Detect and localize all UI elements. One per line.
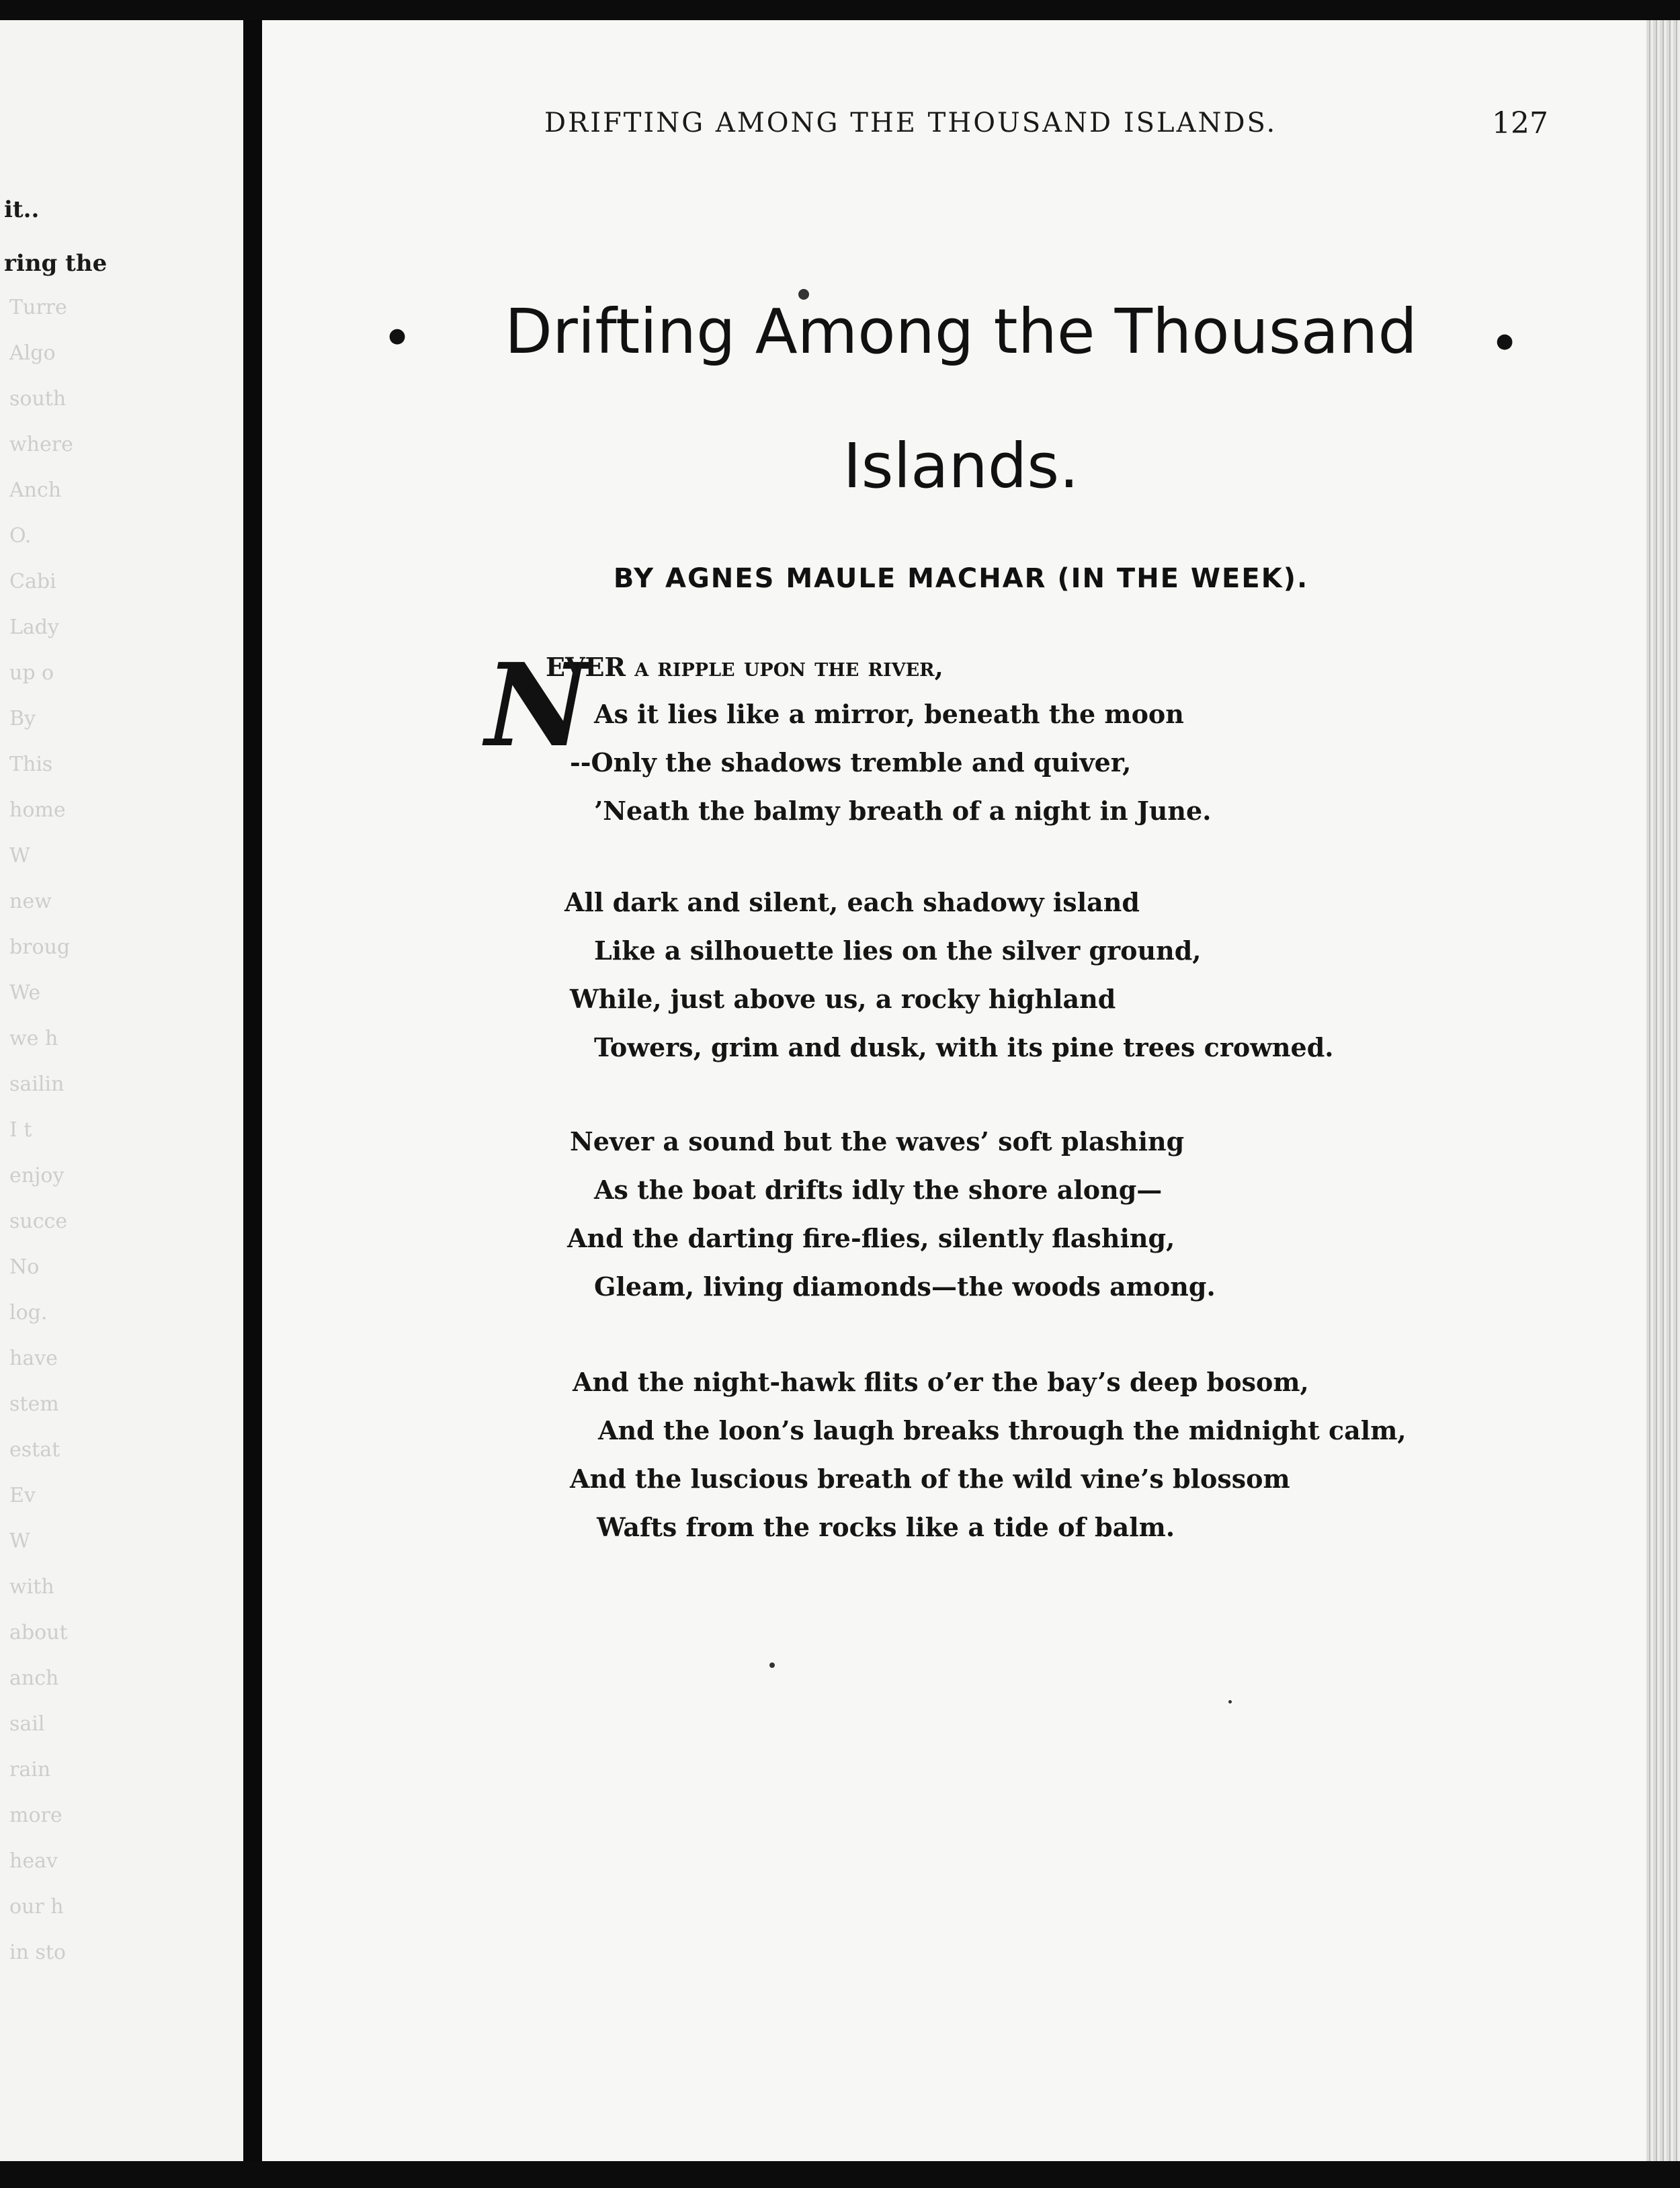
poem-line: And the luscious breath of the wild vine’s blossom <box>570 1464 1290 1494</box>
left-page-faded-word: anch <box>9 1667 59 1690</box>
left-page-faded-word: succe <box>9 1210 68 1233</box>
left-page-faded-word: with <box>9 1575 54 1599</box>
left-page-faded-word: Lady <box>9 616 59 639</box>
left-page-faded-word: Anch <box>9 478 62 502</box>
poem-line: EVER a ripple upon the river, <box>546 652 943 682</box>
facing-page-left <box>0 20 243 2161</box>
left-page-faded-word: broug <box>9 935 71 959</box>
left-page-faded-word: where <box>9 433 73 456</box>
left-page-faded-word: log. <box>9 1301 48 1324</box>
left-page-faded-word: I t <box>9 1118 32 1142</box>
left-page-faded-word: stem <box>9 1392 59 1416</box>
left-page-faded-word: new <box>9 890 52 913</box>
poem-line: --Only the shadows tremble and quiver, <box>570 747 1132 777</box>
left-page-faded-word: This <box>9 753 53 776</box>
poem-line: And the darting fire-flies, silently flashing, <box>567 1223 1175 1253</box>
left-page-faded-word: have <box>9 1347 58 1370</box>
left-page-faded-word: By <box>9 707 36 730</box>
poem-line: ’Neath the balmy breath of a night in June. <box>594 796 1212 826</box>
ink-speck <box>769 1663 775 1668</box>
left-page-faded-word: No <box>9 1255 40 1279</box>
article-title-line2: Islands. <box>843 430 1079 502</box>
left-page-faded-word: home <box>9 798 66 822</box>
scan-border-top <box>0 0 1680 20</box>
left-page-faded-word: W <box>9 844 30 868</box>
poem-line: While, just above us, a rocky highland <box>570 984 1116 1014</box>
left-page-faded-word: O. <box>9 524 32 548</box>
poem-line: As it lies like a mirror, beneath the moon <box>594 699 1184 729</box>
poem-line: Like a silhouette lies on the silver ground, <box>594 935 1202 966</box>
poem-line: Never a sound but the waves’ soft plashing <box>570 1126 1185 1156</box>
left-page-faded-word: we h <box>9 1027 58 1050</box>
left-page-faded-word: rain <box>9 1758 51 1781</box>
left-page-faded-word: enjoy <box>9 1164 65 1187</box>
ink-speck <box>1228 1700 1232 1703</box>
left-page-faded-word: heav <box>9 1849 58 1873</box>
poem-line: Towers, grim and dusk, with its pine trees crowned. <box>594 1032 1334 1062</box>
scan-border-bottom <box>0 2161 1680 2188</box>
left-page-faded-word: about <box>9 1621 68 1644</box>
left-page-faded-word: Ev <box>9 1484 36 1507</box>
poem-line: All dark and silent, each shadowy island <box>564 887 1140 917</box>
poem-line: And the loon’s laugh breaks through the midnight calm, <box>598 1415 1406 1445</box>
left-page-faded-word: Algo <box>9 341 56 365</box>
left-page-faded-word: sailin <box>9 1072 65 1096</box>
page-number: 127 <box>1492 106 1548 140</box>
left-page-faded-word: south <box>9 387 67 411</box>
poem-line: Gleam, living diamonds—the woods among. <box>594 1271 1216 1302</box>
ornament-left: ● <box>388 324 407 347</box>
left-page-faded-word: our h <box>9 1895 64 1919</box>
article-title-line1: Drifting Among the Thousand <box>505 296 1417 368</box>
left-page-faded-word: in sto <box>9 1941 66 1964</box>
poem-line: Wafts from the rocks like a tide of balm. <box>597 1512 1175 1542</box>
left-page-faded-word: sail <box>9 1712 45 1736</box>
ornament-right: ● <box>1496 329 1514 353</box>
book-gutter <box>243 20 262 2188</box>
left-page-faded-word: up o <box>9 661 54 685</box>
poem-line: As the boat drifts idly the shore along— <box>594 1175 1163 1205</box>
left-page-faded-word: estat <box>9 1438 60 1462</box>
running-header: DRIFTING AMONG THE THOUSAND ISLANDS. <box>544 108 1277 138</box>
byline: BY AGNES MAULE MACHAR (IN THE WEEK). <box>613 563 1309 594</box>
left-page-fragment: ring the <box>4 250 108 277</box>
poem-line: And the night-hawk flits o’er the bay’s deep bosom, <box>573 1367 1309 1397</box>
left-page-faded-word: We <box>9 981 41 1005</box>
page-edges <box>1646 20 1680 2188</box>
drop-cap: N <box>485 638 590 773</box>
left-page-faded-word: more <box>9 1804 62 1827</box>
left-page-faded-word: W <box>9 1529 30 1553</box>
left-page-faded-word: Turre <box>9 296 67 319</box>
left-page-faded-word: Cabi <box>9 570 56 593</box>
left-page-fragment: it.. <box>4 196 40 223</box>
